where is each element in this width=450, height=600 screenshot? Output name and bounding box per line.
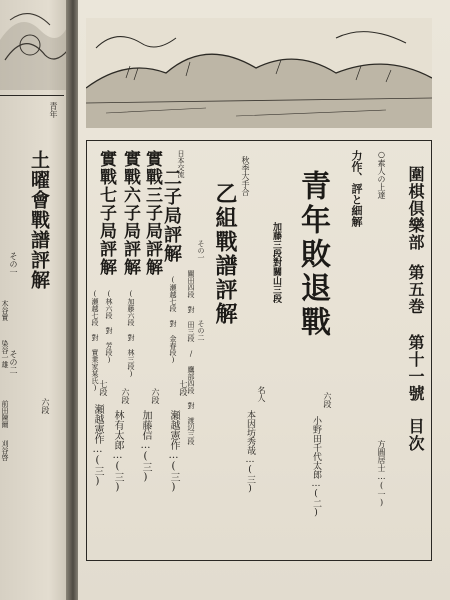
article1-players: 加藤三段對關山三段 (271, 222, 281, 303)
left-col-e: 六段 (41, 398, 50, 414)
header-illustration (86, 18, 432, 128)
article2-rank: 名人 (257, 386, 266, 402)
article6-title: 實戰七子局評解 (96, 150, 116, 276)
article2-series: 秋季大手合 (241, 156, 250, 196)
article2-games: 關田四段 對 田三段 / 鷹部四段 對 渡辺三段 (187, 270, 195, 445)
left-col-d: その二 (9, 350, 18, 374)
article3-players: (瀬越七段 對 金春段) (169, 276, 177, 364)
article5-author: 林有太郎…(三) (112, 410, 123, 493)
volume-number: 第五巻 (406, 264, 425, 315)
article1-intro: 力作、評と細解 (350, 150, 363, 227)
left-col-i: 刈谷啓 (1, 440, 9, 461)
left-rule (0, 95, 64, 96)
article5-title: 實戰六子局評解 (120, 150, 140, 276)
bottom-rule (86, 560, 432, 561)
issue-number: 第十一號 (406, 334, 425, 402)
article3-series: 日本交流 (177, 150, 185, 178)
article6-author: 瀬越憲作…(三) (92, 404, 103, 487)
left-col-a: 青年 (49, 102, 58, 118)
left-page-illustration (0, 0, 70, 90)
left-page (0, 0, 70, 600)
feature-author: 方圓居士…(一) (377, 440, 386, 507)
contents-label: 目次 (406, 418, 425, 452)
article1-title: 青年敗退戰 (295, 170, 330, 340)
left-col-b: 土曜會戰譜評解 (28, 150, 50, 290)
left-col-f: 木谷實 (1, 300, 9, 321)
article4-rank: 六段 (151, 388, 160, 404)
article2-author: 本因坊秀哉…(三) (245, 410, 255, 494)
article3-title: 二子局評解 (161, 168, 182, 263)
left-col-h: 前田陳爾 (1, 400, 9, 428)
article4-players: (加藤六段 對 林三段) (127, 290, 135, 378)
left-col-c: その一 (9, 252, 18, 276)
article5-players: (林六段 對 芳段) (105, 290, 113, 364)
article2-sub-b: その二 (197, 320, 205, 341)
right-frame (431, 140, 432, 560)
article3-rank: 七段 (179, 380, 188, 396)
top-rule (86, 140, 432, 141)
magazine-title: 圍棋倶樂部 (406, 166, 425, 251)
article2-title: 乙組戰譜評解 (212, 182, 238, 326)
article1-author: 小野田千代太郎…(二) (311, 416, 321, 518)
feature-kicker: ○素人の上達 (377, 150, 386, 199)
article5-rank: 六段 (121, 388, 130, 404)
article4-author: 加藤信…(三) (140, 410, 151, 483)
article1-rank: 六段 (323, 392, 332, 408)
article6-players: (瀬越七段 對 實業家某氏) (91, 290, 99, 392)
left-frame (86, 140, 87, 560)
article3-author: 瀬越憲作…(三) (168, 410, 179, 493)
article2-sub-a: その一 (197, 240, 205, 261)
article6-rank: 七段 (99, 380, 108, 396)
article4-title: 實戰三子局評解 (142, 150, 162, 276)
left-col-g: 染谷一雄 (1, 340, 9, 368)
